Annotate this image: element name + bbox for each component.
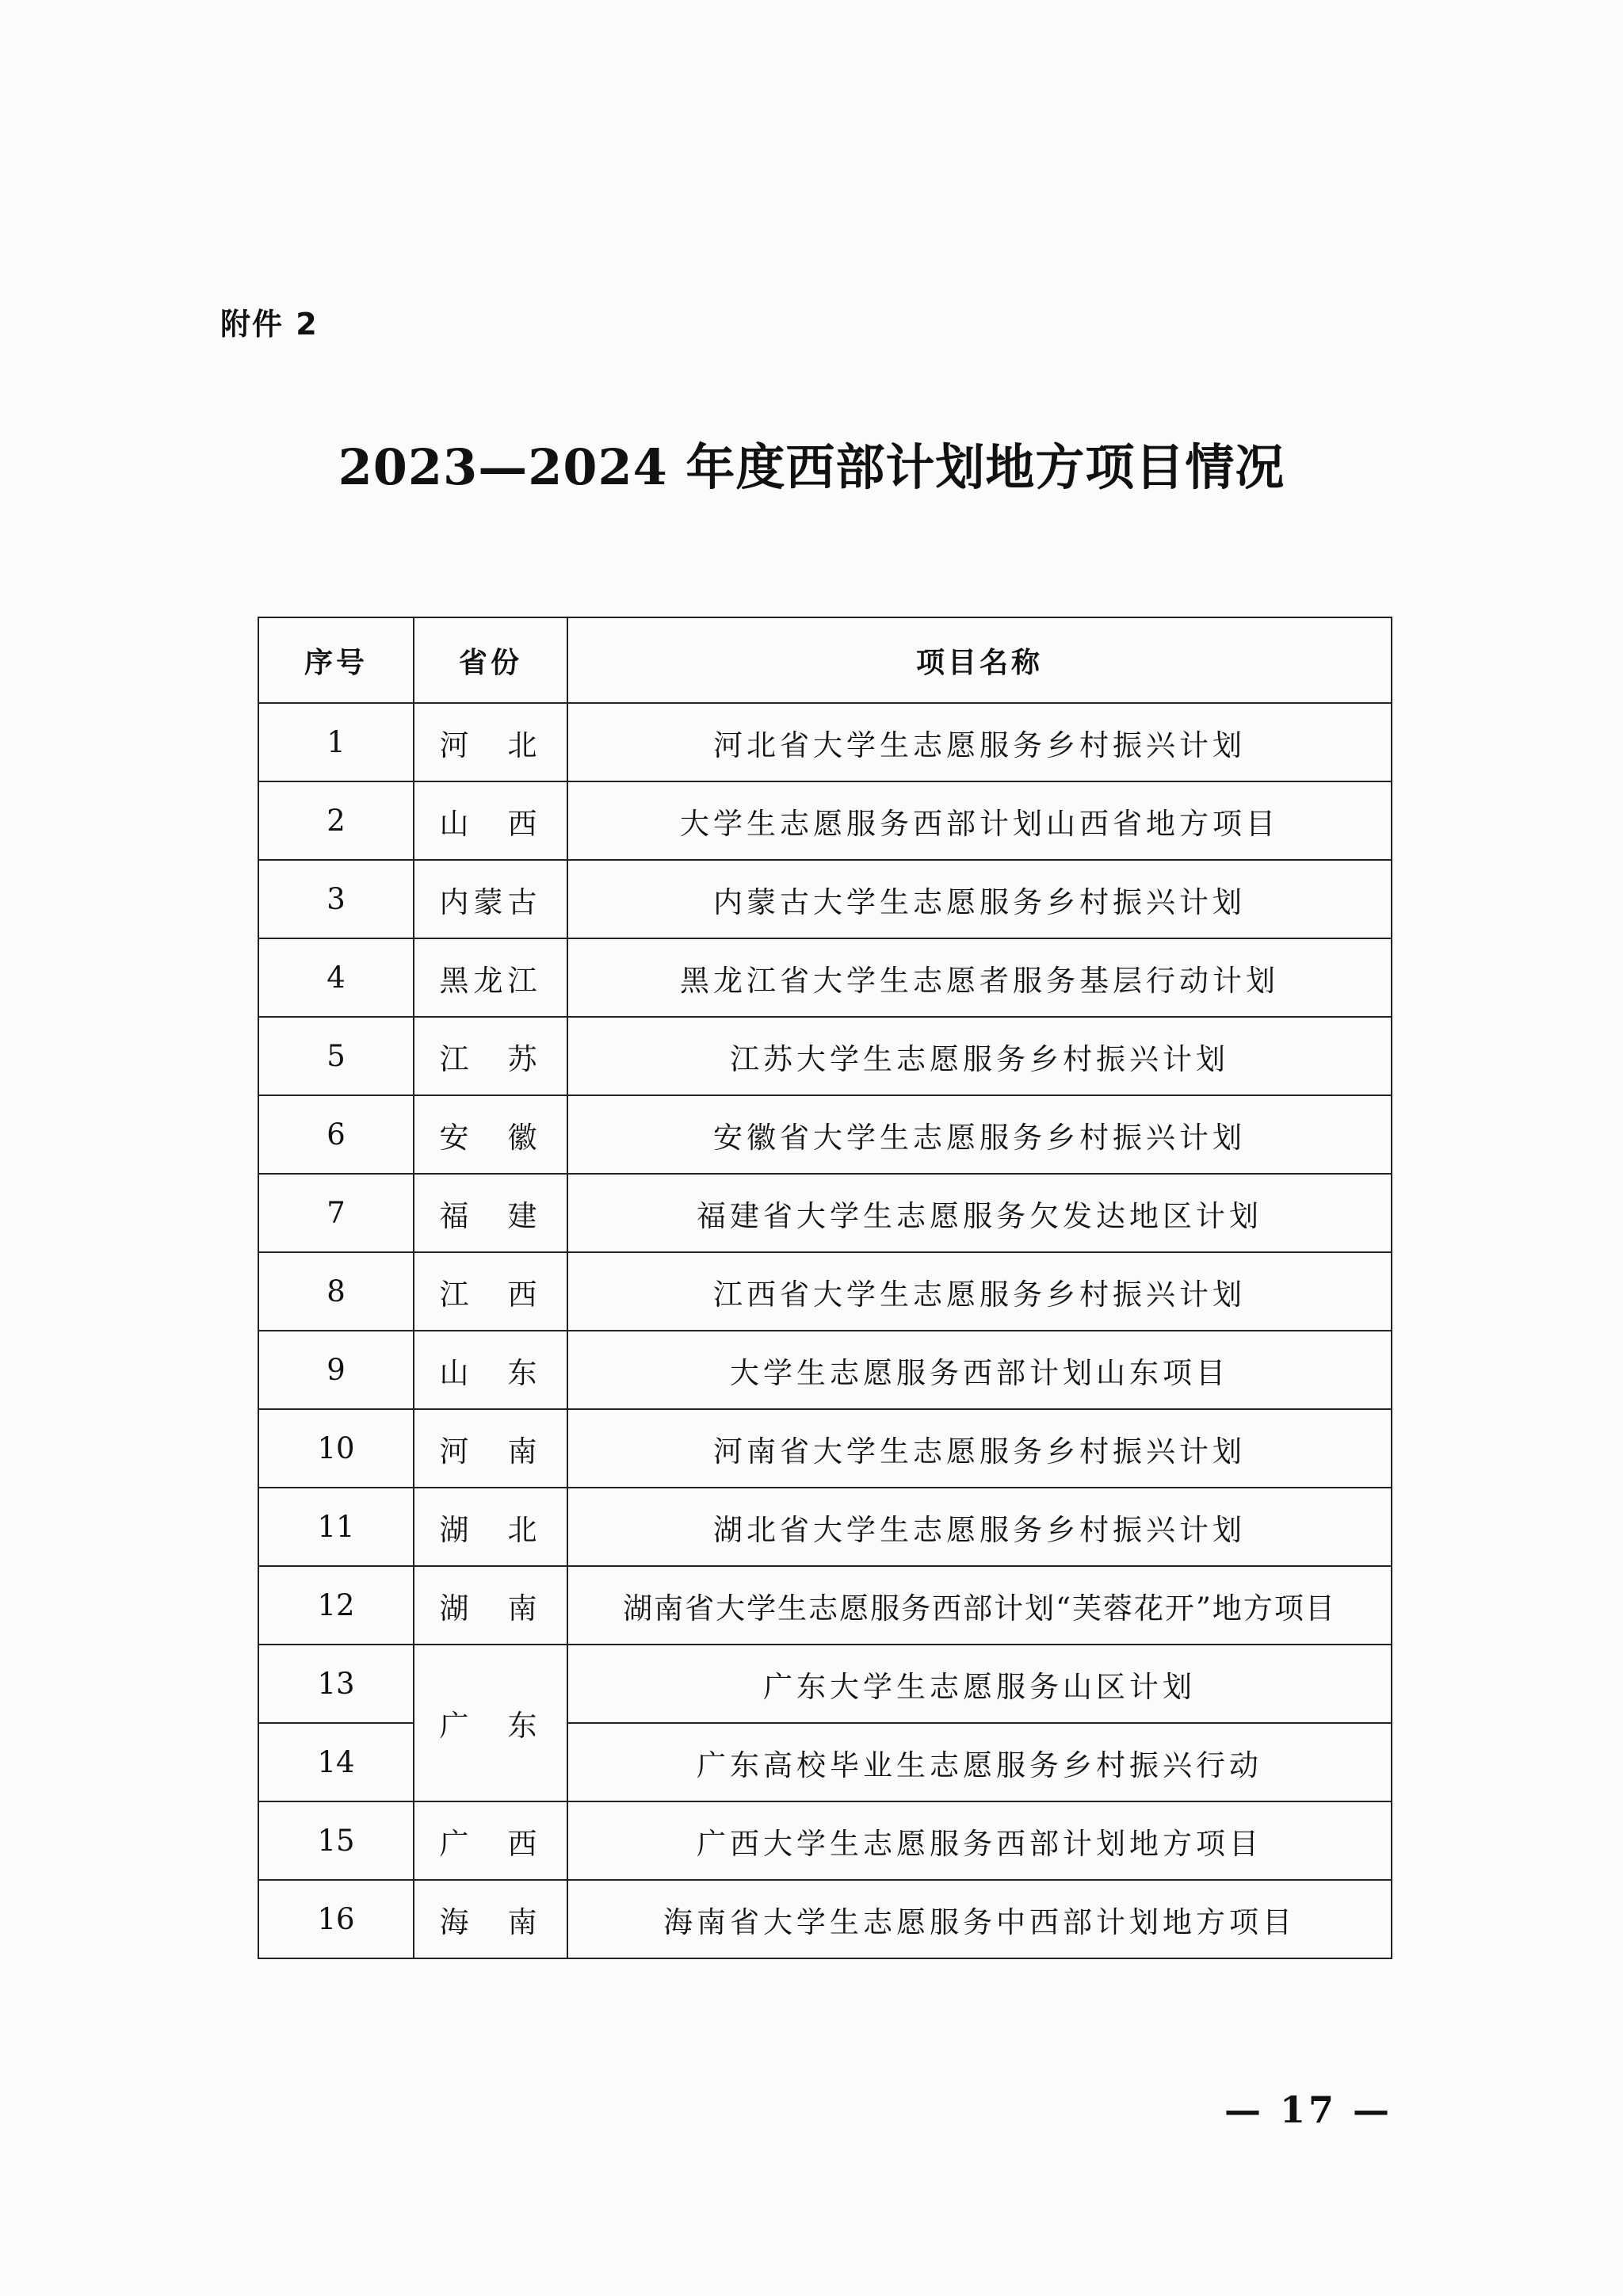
row-number: 6 bbox=[258, 1095, 414, 1174]
table-row bbox=[258, 1488, 1392, 1566]
row-province: 山 西 bbox=[414, 781, 567, 860]
page-title: 2023—2024 年度西部计划地方项目情况 bbox=[338, 438, 1285, 496]
row-number: 16 bbox=[258, 1880, 414, 1958]
row-province: 广 东 bbox=[414, 1645, 567, 1801]
row-number: 2 bbox=[258, 781, 414, 860]
header-project-name: 项目名称 bbox=[567, 617, 1392, 703]
row-project-name: 江西省大学生志愿服务乡村振兴计划 bbox=[567, 1252, 1392, 1331]
row-number: 5 bbox=[258, 1017, 414, 1095]
row-project-name: 河北省大学生志愿服务乡村振兴计划 bbox=[567, 703, 1392, 781]
table-row bbox=[258, 1880, 1392, 1958]
row-project-name: 内蒙古大学生志愿服务乡村振兴计划 bbox=[567, 860, 1392, 938]
table-row bbox=[258, 1174, 1392, 1252]
row-province: 黑龙江 bbox=[414, 938, 567, 1017]
row-number: 11 bbox=[258, 1488, 414, 1566]
row-number: 14 bbox=[258, 1723, 414, 1801]
table-row bbox=[258, 1331, 1392, 1409]
table-row bbox=[258, 938, 1392, 1017]
row-project-name: 广西大学生志愿服务西部计划地方项目 bbox=[567, 1801, 1392, 1880]
row-project-name: 广东高校毕业生志愿服务乡村振兴行动 bbox=[567, 1723, 1392, 1801]
table-row bbox=[258, 1252, 1392, 1331]
row-number: 15 bbox=[258, 1801, 414, 1880]
row-number: 9 bbox=[258, 1331, 414, 1409]
row-province: 湖 南 bbox=[414, 1566, 567, 1645]
row-province: 广 西 bbox=[414, 1801, 567, 1880]
row-project-name: 大学生志愿服务西部计划山东项目 bbox=[567, 1331, 1392, 1409]
row-province: 河 南 bbox=[414, 1409, 567, 1488]
row-province: 江 西 bbox=[414, 1252, 567, 1331]
row-project-name: 湖北省大学生志愿服务乡村振兴计划 bbox=[567, 1488, 1392, 1566]
row-project-name: 广东大学生志愿服务山区计划 bbox=[567, 1645, 1392, 1723]
header-number: 序号 bbox=[258, 617, 414, 703]
row-project-name: 福建省大学生志愿服务欠发达地区计划 bbox=[567, 1174, 1392, 1252]
row-number: 3 bbox=[258, 860, 414, 938]
row-project-name: 海南省大学生志愿服务中西部计划地方项目 bbox=[567, 1880, 1392, 1958]
table-row bbox=[258, 1801, 1392, 1880]
row-number: 4 bbox=[258, 938, 414, 1017]
table-row bbox=[258, 703, 1392, 781]
row-number: 10 bbox=[258, 1409, 414, 1488]
row-project-name: 安徽省大学生志愿服务乡村振兴计划 bbox=[567, 1095, 1392, 1174]
table-row bbox=[258, 860, 1392, 938]
row-number: 12 bbox=[258, 1566, 414, 1645]
row-province: 安 徽 bbox=[414, 1095, 567, 1174]
row-project-name: 黑龙江省大学生志愿者服务基层行动计划 bbox=[567, 938, 1392, 1017]
row-number: 13 bbox=[258, 1645, 414, 1723]
table-row bbox=[258, 1566, 1392, 1645]
header-province: 省份 bbox=[414, 617, 567, 703]
row-project-name: 大学生志愿服务西部计划山西省地方项目 bbox=[567, 781, 1392, 860]
row-province: 湖 北 bbox=[414, 1488, 567, 1566]
table-header-row bbox=[258, 617, 1392, 703]
table-row bbox=[258, 1017, 1392, 1095]
table-row bbox=[258, 1095, 1392, 1174]
row-project-name: 河南省大学生志愿服务乡村振兴计划 bbox=[567, 1409, 1392, 1488]
page-number: — 17 — bbox=[1224, 2088, 1393, 2131]
row-province: 山 东 bbox=[414, 1331, 567, 1409]
attachment-label: 附件 2 bbox=[220, 307, 319, 342]
row-province: 福 建 bbox=[414, 1174, 567, 1252]
row-number: 7 bbox=[258, 1174, 414, 1252]
table-row bbox=[258, 1645, 1392, 1723]
row-number: 8 bbox=[258, 1252, 414, 1331]
row-project-name: 湖南省大学生志愿服务西部计划“芙蓉花开”地方项目 bbox=[567, 1566, 1392, 1645]
projects-table bbox=[258, 617, 1392, 1959]
row-number: 1 bbox=[258, 703, 414, 781]
row-province: 内蒙古 bbox=[414, 860, 567, 938]
row-province: 海 南 bbox=[414, 1880, 567, 1958]
row-province: 河 北 bbox=[414, 703, 567, 781]
row-project-name: 江苏大学生志愿服务乡村振兴计划 bbox=[567, 1017, 1392, 1095]
row-province: 江 苏 bbox=[414, 1017, 567, 1095]
table-row bbox=[258, 1409, 1392, 1488]
table-row bbox=[258, 781, 1392, 860]
